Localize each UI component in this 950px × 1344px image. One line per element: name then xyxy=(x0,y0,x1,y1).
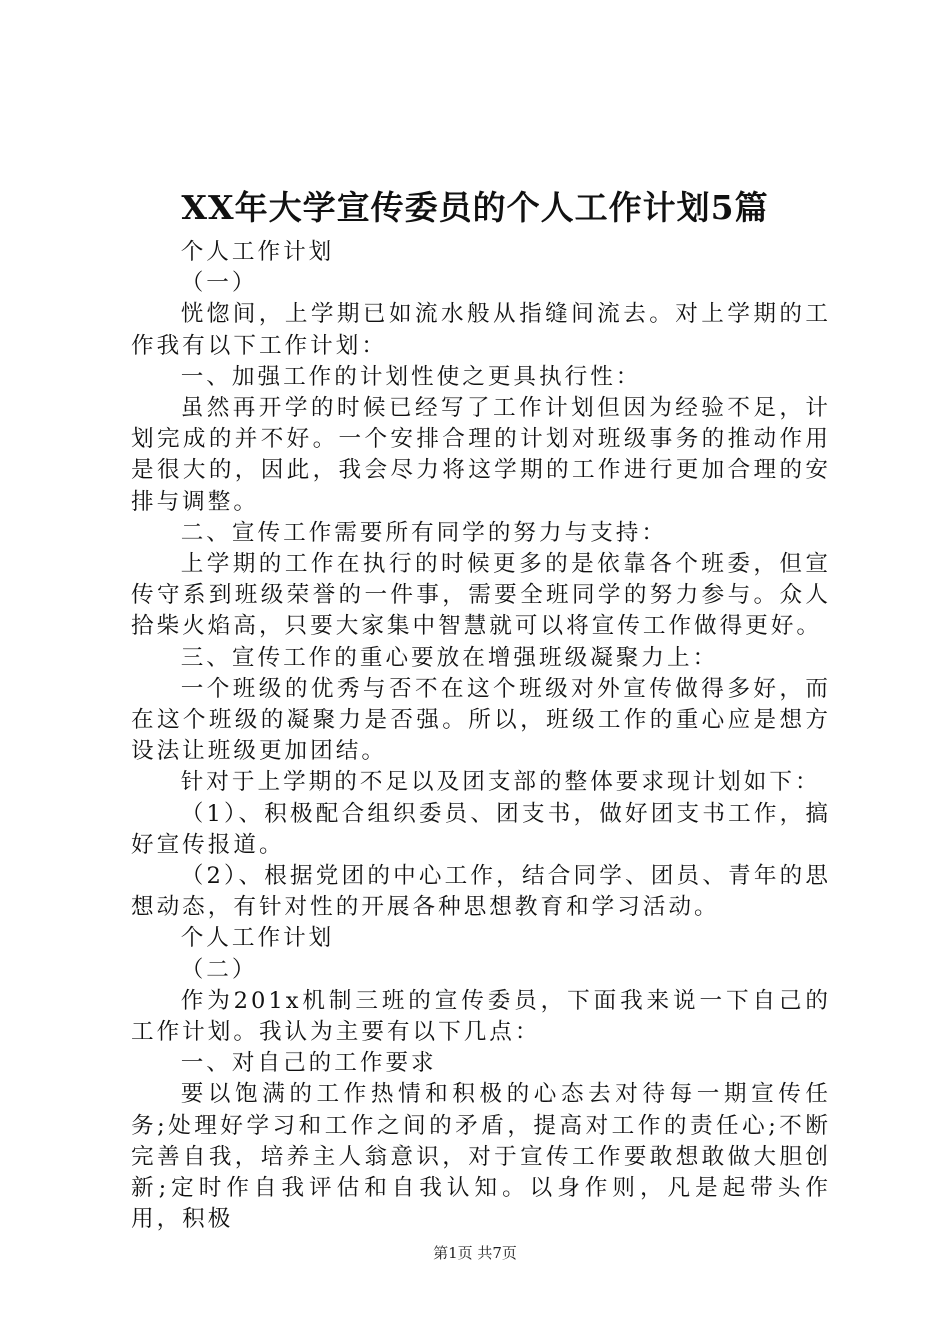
paragraph: 个人工作计划 xyxy=(180,239,335,265)
paragraph: （一） xyxy=(180,270,258,297)
paragraph: 针对于上学期的不足以及团支部的整体要求现计划如下： xyxy=(180,769,821,796)
paragraph: 个人工作计划 xyxy=(180,925,335,952)
paragraph: 要以饱满的工作热情和积极的心态去对待每一期宣传任务;处理好学习和工作之间的矛盾，提高对工作的责任心;不断完善自我，培养主人翁意识，对于宣传工作要敢想敢做大胆创新;定时作自我评估和自我认知。以身作则，凡是起带头作用，积极 xyxy=(131,1081,831,1233)
paragraph: （二） xyxy=(180,956,258,983)
paragraph: 作为201x机制三班的宣传委员，下面我来说一下自己的工作计划。我认为主要有以下几点： xyxy=(131,987,831,1046)
paragraph: 一、对自己的工作要求 xyxy=(180,1050,437,1077)
document-title: XX年大学宣传委员的个人工作计划5篇 xyxy=(181,188,769,227)
page-footer: 第1页 共7页 xyxy=(433,1244,517,1262)
paragraph: （1）、积极配合组织委员、团支书，做好团支书工作，搞好宣传报道。 xyxy=(131,800,831,858)
paragraph: 三、宣传工作的重心要放在增强班级凝聚力上： xyxy=(180,644,719,671)
paragraph: 一个班级的优秀与否不在这个班级对外宣传做得多好，而在这个班级的凝聚力是否强。所以，班级工作的重心应是想方设法让班级更加团结。 xyxy=(131,675,831,765)
paragraph: 上学期的工作在执行的时候更多的是依靠各个班委，但宣传守系到班级荣誉的一件事，需要全班同学的努力参与。众人拾柴火焰高，只要大家集中智慧就可以将宣传工作做得更好。 xyxy=(131,551,831,640)
paragraph: 虽然再开学的时候已经写了工作计划但因为经验不足，计划完成的并不好。一个安排合理的计划对班级事务的推动作用是很大的，因此，我会尽力将这学期的工作进行更加合理的安排与调整。 xyxy=(131,395,831,515)
paragraph: （2）、根据党团的中心工作，结合同学、团员、青年的思想动态，有针对性的开展各种思想教育和学习活动。 xyxy=(131,863,831,921)
document-body xyxy=(131,237,831,1236)
paragraph: 恍惚间，上学期已如流水般从指缝间流去。对上学期的工作我有以下工作计划： xyxy=(131,301,831,359)
paragraph: 一、加强工作的计划性使之更具执行性： xyxy=(180,363,642,390)
paragraph: 二、宣传工作需要所有同学的努力与支持： xyxy=(180,519,667,546)
